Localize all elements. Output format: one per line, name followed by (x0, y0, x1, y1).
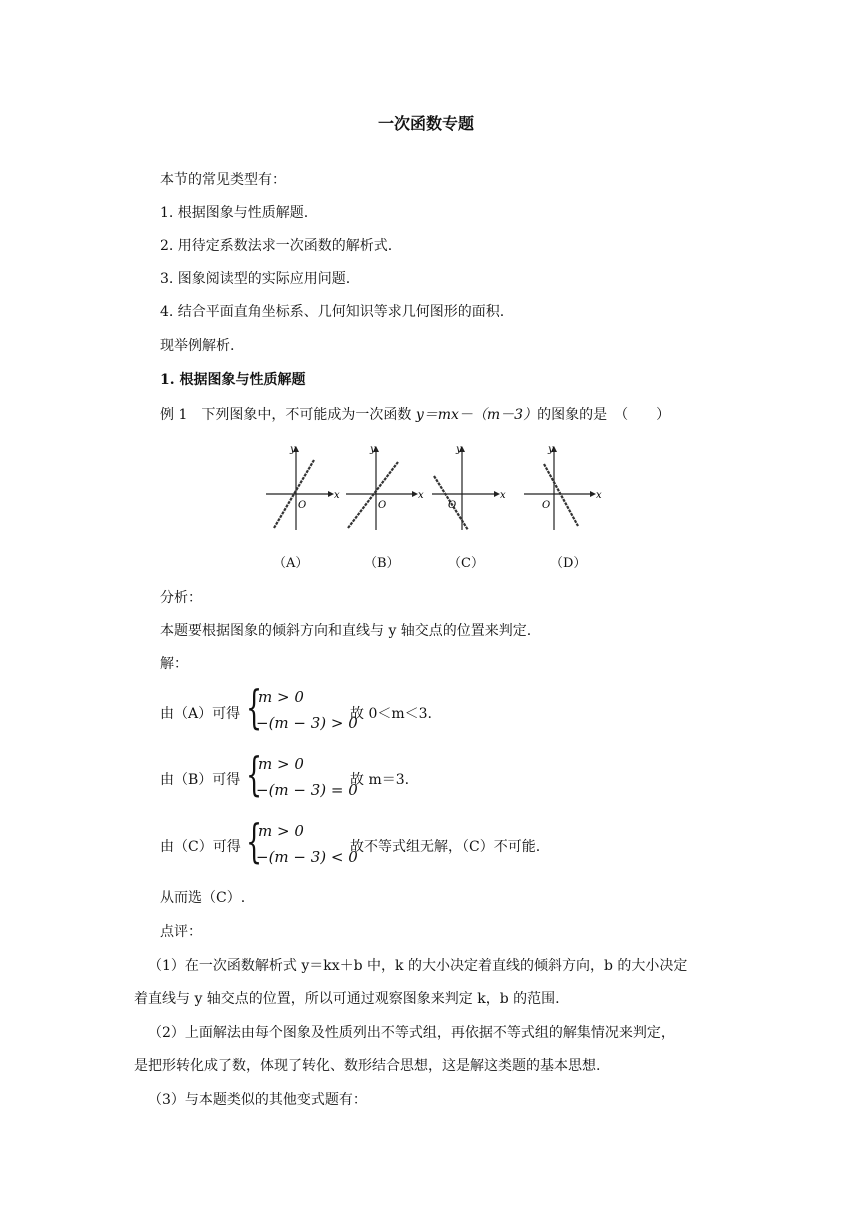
example-formula: y＝mx－（m－3） (415, 407, 538, 423)
graph-a-label: （A） (273, 556, 309, 571)
x-axis-label: x (500, 490, 506, 501)
intro-tail: 现举例解析. (160, 338, 235, 354)
intro-item: 2. 用待定系数法求一次函数的解析式. (160, 238, 393, 254)
case-line1: m > 0 (258, 755, 304, 773)
origin-label: O (378, 500, 387, 511)
case-line1: m > 0 (258, 688, 304, 706)
case-prefix: 由（A）可得 (160, 706, 241, 722)
case-line2: −(m − 3) > 0 (256, 714, 358, 732)
example-question (160, 405, 670, 425)
intro-lead: 本节的常见类型有： (160, 172, 286, 188)
x-axis-label: x (596, 490, 602, 501)
case-line2: −(m − 3) = 0 (256, 781, 358, 799)
comment-p2-line1: （2）上面解法由每个图象及性质列出不等式组，再依据不等式组的解集情况来判定， (148, 1025, 675, 1041)
graph-c-label: （C） (448, 556, 484, 571)
graph-b-label: （B） (364, 556, 400, 571)
case-prefix: 由（B）可得 (160, 772, 241, 788)
x-axis-label: x (334, 490, 340, 501)
conclusion: 从而选（C）. (160, 890, 246, 906)
y-axis-label: y (370, 444, 376, 455)
brace: { (246, 747, 263, 801)
brace: { (246, 814, 263, 868)
page-title: 一次函数专题 (378, 114, 475, 133)
analysis-text: 本题要根据图象的倾斜方向和直线与 y 轴交点的位置来判定. (160, 623, 532, 639)
graph-a (262, 442, 338, 532)
comment-label: 点评： (160, 924, 202, 940)
comment-p1-line2: 着直线与 y 轴交点的位置，所以可通过观察图象来判定 k，b 的范围. (134, 991, 560, 1007)
graph-d-label: （D） (550, 556, 587, 571)
origin-label: O (542, 500, 551, 511)
origin-label: O (448, 500, 457, 511)
intro-item: 4. 结合平面直角坐标系、几何知识等求几何图形的面积. (160, 304, 505, 320)
case-result: 故不等式组无解，（C）不可能. (350, 839, 541, 855)
comment-p1-line1: （1）在一次函数解析式 y＝kx＋b 中，k 的大小决定着直线的倾斜方向，b 的大小决定 (148, 958, 688, 974)
graph-b (342, 442, 422, 532)
example-suffix: 的图象的是 （ ） (537, 407, 671, 423)
y-axis-label: y (290, 444, 296, 455)
brace: { (246, 680, 263, 734)
case-line1: m > 0 (258, 822, 304, 840)
solve-label: 解： (160, 656, 188, 672)
example-prefix: 例 1 下列图象中，不可能成为一次函数 (160, 407, 416, 423)
section-heading: 1. 根据图象与性质解题 (160, 372, 306, 388)
origin-label: O (298, 500, 307, 511)
comment-p3: （3）与本题类似的其他变式题有： (148, 1092, 367, 1108)
graph-d (520, 442, 600, 532)
y-axis-label: y (456, 444, 462, 455)
comment-p2-line2: 是把形转化成了数，体现了转化、数形结合思想，这是解这类题的基本思想. (134, 1058, 601, 1074)
case-result: 故 0＜m＜3. (350, 706, 432, 722)
case-result: 故 m＝3. (350, 772, 410, 788)
intro-item: 1. 根据图象与性质解题. (160, 205, 309, 221)
intro-item: 3. 图象阅读型的实际应用问题. (160, 271, 351, 287)
case-line2: −(m − 3) < 0 (256, 848, 358, 866)
x-axis-label: x (418, 490, 424, 501)
analysis-label: 分析： (160, 590, 202, 606)
case-prefix: 由（C）可得 (160, 839, 241, 855)
graph-c (428, 442, 508, 532)
y-axis-label: y (548, 444, 554, 455)
